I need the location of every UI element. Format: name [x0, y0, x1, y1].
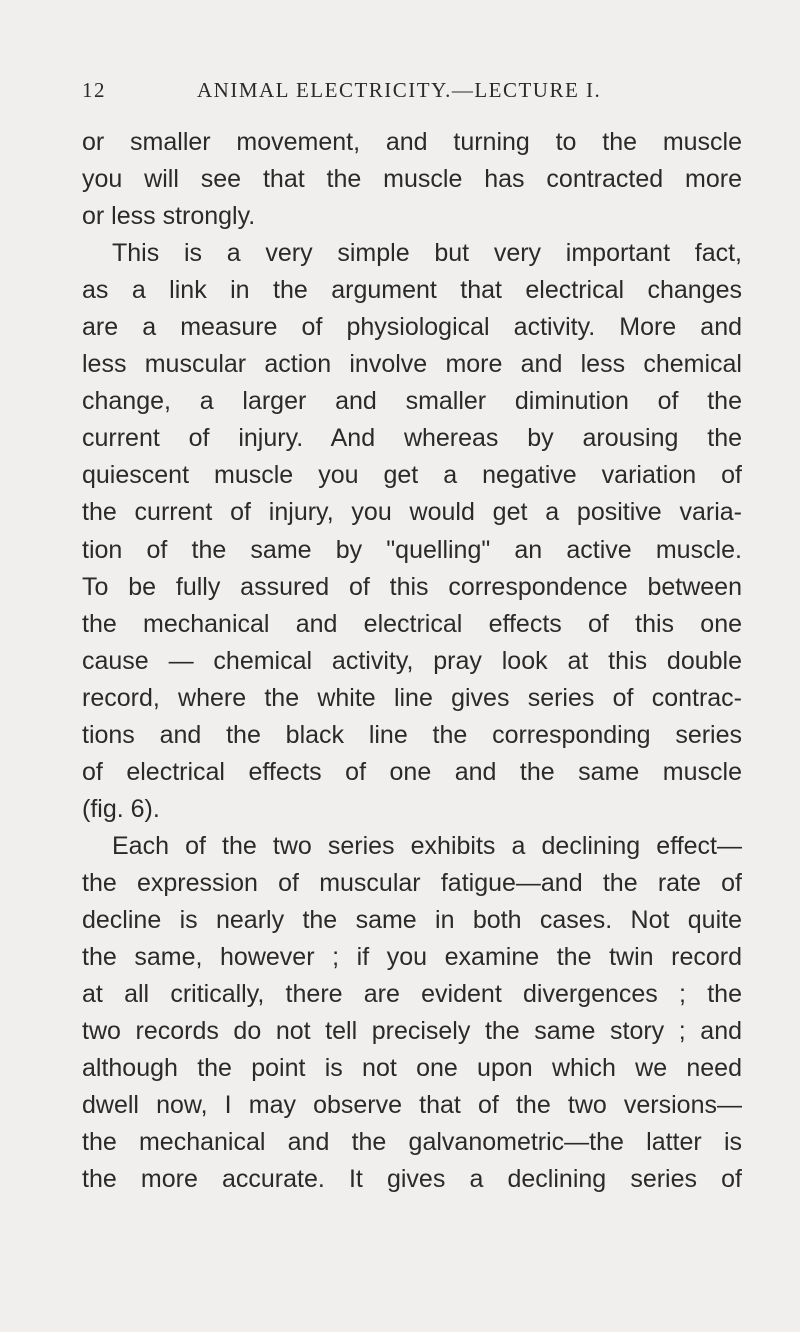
text-line: or smaller movement, and turning to the muscle: [82, 128, 742, 156]
text-line: decline is nearly the same in both cases. Not quite: [82, 905, 742, 934]
text-line: the mechanical and electrical effects of this one: [82, 609, 742, 638]
text-line: the current of injury, you would get a positive varia-: [82, 498, 742, 527]
text-line: two records do not tell precisely the same story ; and: [82, 1017, 742, 1046]
text-line: tion of the same by "quelling" an active muscle.: [82, 535, 742, 564]
text-line: dwell now, I may observe that of the two versions—: [82, 1091, 742, 1120]
text-line: the more accurate. It gives a declining series of: [82, 1165, 742, 1194]
running-head: [82, 78, 742, 108]
text-line: at all critically, there are evident divergences ; the: [82, 980, 742, 1009]
running-title: ANIMAL ELECTRICITY.—LECTURE I.: [197, 78, 602, 102]
text-line: This is a very simple but very important fact,: [112, 239, 742, 268]
text-line: Each of the two series exhibits a declining effect—: [112, 831, 742, 860]
text-line: the same, however ; if you examine the twin record: [82, 943, 742, 972]
text-line: quiescent muscle you get a negative variation of: [82, 461, 742, 490]
text-line: or less strongly.: [82, 202, 256, 231]
page-number: 12: [82, 78, 106, 102]
text-line: (fig. 6).: [82, 794, 160, 823]
text-line: you will see that the muscle has contracted more: [82, 165, 742, 194]
text-line: as a link in the argument that electrical changes: [82, 276, 742, 305]
text-line: change, a larger and smaller diminution of the: [82, 387, 742, 416]
text-line: although the point is not one upon which we need: [82, 1054, 742, 1083]
text-line: record, where the white line gives series of contrac-: [82, 683, 742, 712]
text-line: the expression of muscular fatigue—and the rate of: [82, 868, 742, 897]
body-text: [82, 124, 742, 1198]
text-line: cause — chemical activity, pray look at this double: [82, 646, 742, 675]
text-line: the mechanical and the galvanometric—the latter is: [82, 1128, 742, 1157]
text-line: current of injury. And whereas by arousing the: [82, 424, 742, 453]
text-line: less muscular action involve more and less chemical: [82, 350, 742, 379]
text-line: are a measure of physiological activity. More and: [82, 313, 742, 342]
text-line: To be fully assured of this correspondence between: [82, 572, 742, 601]
text-line: tions and the black line the corresponding series: [82, 720, 742, 749]
text-line: of electrical effects of one and the same muscle: [82, 757, 742, 786]
